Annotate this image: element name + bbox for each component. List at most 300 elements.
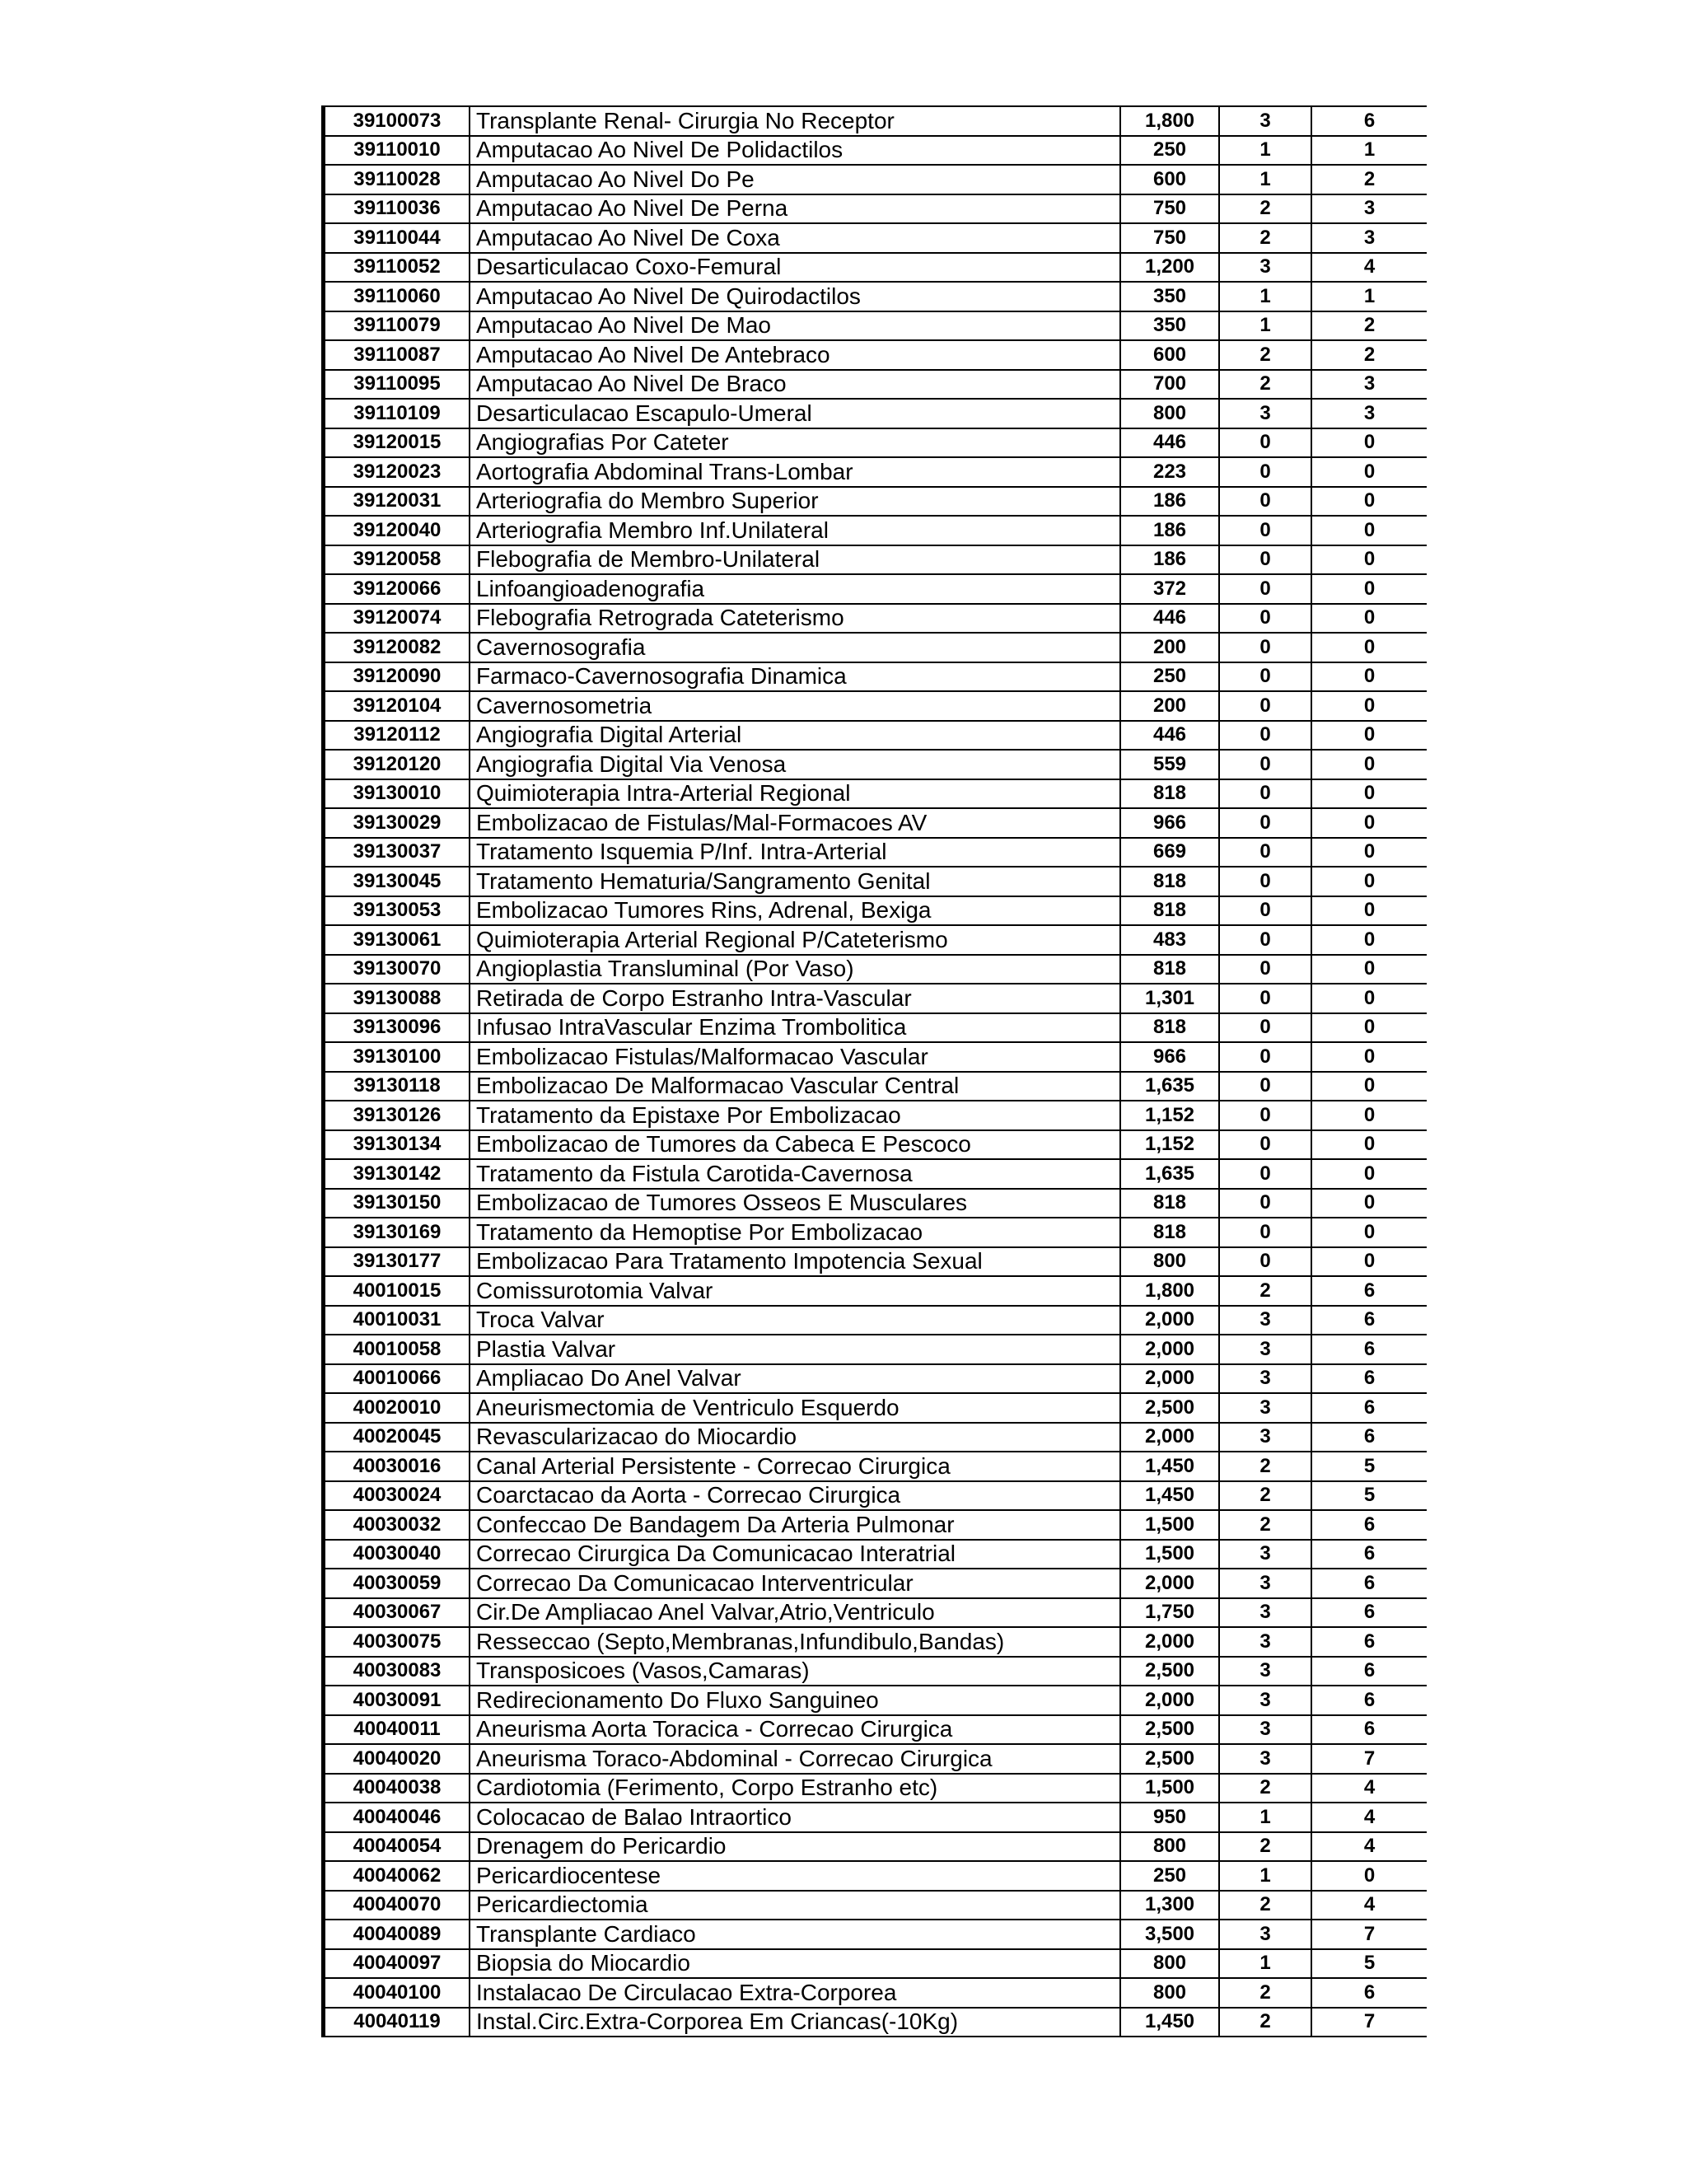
procedure-description: Aortografia Abdominal Trans-Lombar (470, 457, 1120, 487)
procedure-auxiliaries: 0 (1311, 984, 1427, 1013)
table-row (325, 574, 1427, 604)
procedure-code: 39120031 (325, 487, 470, 517)
procedure-description: Biopsia do Miocardio (470, 1949, 1120, 1979)
procedure-porte: 0 (1219, 428, 1311, 458)
procedure-description: Amputacao Ao Nivel De Polidactilos (470, 136, 1120, 166)
procedure-porte: 1 (1219, 165, 1311, 194)
procedure-porte: 0 (1219, 1101, 1311, 1130)
procedure-description: Quimioterapia Arterial Regional P/Cateterismo (470, 925, 1120, 955)
procedure-porte: 3 (1219, 1657, 1311, 1686)
procedure-value: 350 (1120, 282, 1219, 311)
table-row (325, 194, 1427, 224)
procedure-description: Arteriografia do Membro Superior (470, 487, 1120, 517)
procedure-value: 818 (1120, 1218, 1219, 1247)
procedure-porte: 2 (1219, 223, 1311, 253)
procedure-code: 40020010 (325, 1393, 470, 1423)
procedure-description: Pericardiectomia (470, 1891, 1120, 1920)
procedure-auxiliaries: 7 (1311, 2008, 1427, 2037)
procedure-auxiliaries: 6 (1311, 1627, 1427, 1657)
procedure-porte: 2 (1219, 1774, 1311, 1803)
procedure-description: Angiografias Por Cateter (470, 428, 1120, 458)
procedure-value: 2,000 (1120, 1569, 1219, 1598)
procedure-auxiliaries: 6 (1311, 1510, 1427, 1540)
table-row (325, 1627, 1427, 1657)
procedure-porte: 0 (1219, 984, 1311, 1013)
procedure-value: 2,500 (1120, 1744, 1219, 1774)
procedure-value: 818 (1120, 1013, 1219, 1043)
procedure-description: Flebografia de Membro-Unilateral (470, 545, 1120, 575)
procedure-description: Embolizacao Fistulas/Malformacao Vascular (470, 1042, 1120, 1072)
table-row (325, 2008, 1427, 2037)
procedure-auxiliaries: 0 (1311, 1042, 1427, 1072)
procedure-porte: 3 (1219, 1715, 1311, 1745)
procedure-auxiliaries: 6 (1311, 1569, 1427, 1598)
procedure-auxiliaries: 0 (1311, 574, 1427, 604)
procedure-auxiliaries: 3 (1311, 194, 1427, 224)
procedure-description: Angiografia Digital Via Venosa (470, 750, 1120, 779)
procedure-value: 600 (1120, 165, 1219, 194)
procedure-value: 800 (1120, 1247, 1219, 1277)
procedure-value: 800 (1120, 1832, 1219, 1862)
procedure-value: 966 (1120, 1042, 1219, 1072)
procedure-description: Transplante Cardiaco (470, 1920, 1120, 1949)
procedure-value: 200 (1120, 633, 1219, 662)
procedure-value: 700 (1120, 370, 1219, 400)
table-row (325, 721, 1427, 751)
procedure-value: 950 (1120, 1803, 1219, 1832)
table-row (325, 1042, 1427, 1072)
procedure-code: 39110036 (325, 194, 470, 224)
procedure-code: 40010031 (325, 1306, 470, 1335)
procedure-porte: 2 (1219, 1481, 1311, 1511)
procedure-porte: 0 (1219, 838, 1311, 868)
procedure-code: 39100073 (325, 106, 470, 136)
procedure-code: 39110087 (325, 340, 470, 370)
procedure-value: 1,152 (1120, 1101, 1219, 1130)
procedure-description: Flebografia Retrograda Cateterismo (470, 604, 1120, 634)
procedure-description: Tratamento da Epistaxe Por Embolizacao (470, 1101, 1120, 1130)
table-row (325, 1978, 1427, 2008)
procedure-porte: 3 (1219, 1627, 1311, 1657)
procedure-auxiliaries: 1 (1311, 136, 1427, 166)
procedure-porte: 3 (1219, 1920, 1311, 1949)
procedure-auxiliaries: 0 (1311, 1861, 1427, 1891)
procedure-value: 446 (1120, 428, 1219, 458)
table-row (325, 1686, 1427, 1715)
procedure-value: 200 (1120, 691, 1219, 721)
procedure-porte: 0 (1219, 1159, 1311, 1189)
procedure-auxiliaries: 6 (1311, 1978, 1427, 2008)
procedure-value: 1,500 (1120, 1774, 1219, 1803)
table-row (325, 1189, 1427, 1218)
procedure-porte: 2 (1219, 370, 1311, 400)
procedure-code: 39120082 (325, 633, 470, 662)
procedure-value: 818 (1120, 867, 1219, 896)
procedure-value: 1,800 (1120, 106, 1219, 136)
procedure-porte: 0 (1219, 955, 1311, 984)
table-row (325, 1247, 1427, 1277)
procedure-auxiliaries: 6 (1311, 1306, 1427, 1335)
table-row (325, 1744, 1427, 1774)
procedure-description: Colocacao de Balao Intraortico (470, 1803, 1120, 1832)
table-row (325, 457, 1427, 487)
procedure-auxiliaries: 0 (1311, 1189, 1427, 1218)
procedure-description: Cir.De Ampliacao Anel Valvar,Atrio,Ventriculo (470, 1598, 1120, 1628)
procedure-table (325, 105, 1427, 2037)
procedure-auxiliaries: 7 (1311, 1920, 1427, 1949)
procedure-porte: 3 (1219, 1364, 1311, 1394)
procedure-porte: 0 (1219, 574, 1311, 604)
table-row (325, 1481, 1427, 1511)
procedure-code: 40010058 (325, 1335, 470, 1364)
procedure-value: 1,635 (1120, 1159, 1219, 1189)
procedure-auxiliaries: 6 (1311, 1335, 1427, 1364)
table-row (325, 750, 1427, 779)
procedure-code: 39110109 (325, 399, 470, 428)
procedure-value: 3,500 (1120, 1920, 1219, 1949)
procedure-description: Instalacao De Circulacao Extra-Corporea (470, 1978, 1120, 2008)
procedure-value: 1,450 (1120, 2008, 1219, 2037)
table-row (325, 399, 1427, 428)
table-row (325, 428, 1427, 458)
procedure-value: 2,500 (1120, 1657, 1219, 1686)
procedure-table-container (321, 105, 1427, 2037)
procedure-porte: 0 (1219, 487, 1311, 517)
procedure-code: 40010015 (325, 1276, 470, 1306)
procedure-value: 2,000 (1120, 1686, 1219, 1715)
procedure-code: 39110044 (325, 223, 470, 253)
procedure-description: Instal.Circ.Extra-Corporea Em Criancas(-10Kg) (470, 2008, 1120, 2037)
procedure-porte: 0 (1219, 1247, 1311, 1277)
table-row (325, 1774, 1427, 1803)
procedure-code: 39130169 (325, 1218, 470, 1247)
procedure-description: Resseccao (Septo,Membranas,Infundibulo,Bandas) (470, 1627, 1120, 1657)
procedure-value: 250 (1120, 662, 1219, 692)
table-row (325, 1598, 1427, 1628)
procedure-auxiliaries: 0 (1311, 691, 1427, 721)
procedure-description: Aneurisma Aorta Toracica - Correcao Cirurgica (470, 1715, 1120, 1745)
procedure-description: Revascularizacao do Miocardio (470, 1423, 1120, 1452)
procedure-value: 1,152 (1120, 1130, 1219, 1160)
procedure-porte: 0 (1219, 1189, 1311, 1218)
procedure-table-body (325, 106, 1427, 2037)
procedure-description: Tratamento Hematuria/Sangramento Genital (470, 867, 1120, 896)
procedure-auxiliaries: 0 (1311, 896, 1427, 926)
procedure-auxiliaries: 0 (1311, 1218, 1427, 1247)
procedure-auxiliaries: 3 (1311, 399, 1427, 428)
table-row (325, 925, 1427, 955)
procedure-code: 39120112 (325, 721, 470, 751)
procedure-porte: 0 (1219, 1218, 1311, 1247)
table-row (325, 253, 1427, 283)
procedure-value: 669 (1120, 838, 1219, 868)
procedure-value: 2,000 (1120, 1423, 1219, 1452)
procedure-auxiliaries: 7 (1311, 1744, 1427, 1774)
procedure-description: Comissurotomia Valvar (470, 1276, 1120, 1306)
table-row (325, 955, 1427, 984)
procedure-code: 40040054 (325, 1832, 470, 1862)
procedure-porte: 3 (1219, 1306, 1311, 1335)
procedure-auxiliaries: 6 (1311, 1715, 1427, 1745)
procedure-auxiliaries: 0 (1311, 457, 1427, 487)
procedure-code: 39130150 (325, 1189, 470, 1218)
procedure-value: 1,800 (1120, 1276, 1219, 1306)
procedure-value: 2,000 (1120, 1627, 1219, 1657)
table-row (325, 1569, 1427, 1598)
procedure-value: 559 (1120, 750, 1219, 779)
procedure-code: 40040020 (325, 1744, 470, 1774)
table-row (325, 633, 1427, 662)
table-row (325, 1832, 1427, 1862)
procedure-description: Aneurismectomia de Ventriculo Esquerdo (470, 1393, 1120, 1423)
table-row (325, 1891, 1427, 1920)
procedure-code: 40030083 (325, 1657, 470, 1686)
procedure-porte: 0 (1219, 516, 1311, 545)
procedure-porte: 3 (1219, 1569, 1311, 1598)
table-row (325, 1949, 1427, 1979)
procedure-porte: 1 (1219, 282, 1311, 311)
procedure-value: 446 (1120, 604, 1219, 634)
procedure-auxiliaries: 4 (1311, 253, 1427, 283)
table-row (325, 1920, 1427, 1949)
procedure-description: Correcao Cirurgica Da Comunicacao Interatrial (470, 1540, 1120, 1569)
procedure-auxiliaries: 0 (1311, 808, 1427, 838)
procedure-auxiliaries: 0 (1311, 1013, 1427, 1043)
procedure-code: 40030091 (325, 1686, 470, 1715)
procedure-code: 40040011 (325, 1715, 470, 1745)
procedure-value: 372 (1120, 574, 1219, 604)
procedure-auxiliaries: 6 (1311, 106, 1427, 136)
procedure-description: Embolizacao de Tumores da Cabeca E Pescoco (470, 1130, 1120, 1160)
table-row (325, 1159, 1427, 1189)
table-row (325, 662, 1427, 692)
procedure-porte: 0 (1219, 1072, 1311, 1101)
procedure-auxiliaries: 3 (1311, 223, 1427, 253)
procedure-code: 39120074 (325, 604, 470, 634)
procedure-description: Angioplastia Transluminal (Por Vaso) (470, 955, 1120, 984)
procedure-code: 40040089 (325, 1920, 470, 1949)
procedure-porte: 0 (1219, 1130, 1311, 1160)
procedure-porte: 0 (1219, 662, 1311, 692)
procedure-code: 40030075 (325, 1627, 470, 1657)
procedure-auxiliaries: 4 (1311, 1803, 1427, 1832)
table-row (325, 1540, 1427, 1569)
procedure-code: 39110010 (325, 136, 470, 166)
procedure-auxiliaries: 6 (1311, 1686, 1427, 1715)
procedure-porte: 0 (1219, 750, 1311, 779)
table-row (325, 779, 1427, 809)
table-row (325, 867, 1427, 896)
table-row (325, 1393, 1427, 1423)
procedure-code: 39120090 (325, 662, 470, 692)
table-row (325, 487, 1427, 517)
procedure-code: 39130177 (325, 1247, 470, 1277)
procedure-value: 800 (1120, 1949, 1219, 1979)
procedure-auxiliaries: 0 (1311, 428, 1427, 458)
procedure-auxiliaries: 1 (1311, 282, 1427, 311)
procedure-auxiliaries: 0 (1311, 867, 1427, 896)
procedure-description: Desarticulacao Coxo-Femural (470, 253, 1120, 283)
procedure-description: Transplante Renal- Cirurgia No Receptor (470, 106, 1120, 136)
procedure-code: 39110079 (325, 311, 470, 341)
procedure-description: Amputacao Ao Nivel De Braco (470, 370, 1120, 400)
procedure-code: 40040070 (325, 1891, 470, 1920)
procedure-auxiliaries: 6 (1311, 1598, 1427, 1628)
procedure-porte: 2 (1219, 1832, 1311, 1862)
procedure-description: Ampliacao Do Anel Valvar (470, 1364, 1120, 1394)
procedure-porte: 0 (1219, 779, 1311, 809)
procedure-code: 39120040 (325, 516, 470, 545)
procedure-description: Farmaco-Cavernosografia Dinamica (470, 662, 1120, 692)
procedure-porte: 2 (1219, 2008, 1311, 2037)
procedure-value: 186 (1120, 516, 1219, 545)
procedure-value: 2,000 (1120, 1364, 1219, 1394)
procedure-porte: 2 (1219, 1276, 1311, 1306)
procedure-value: 2,500 (1120, 1715, 1219, 1745)
procedure-description: Embolizacao De Malformacao Vascular Central (470, 1072, 1120, 1101)
procedure-code: 39130100 (325, 1042, 470, 1072)
procedure-code: 39130070 (325, 955, 470, 984)
procedure-porte: 2 (1219, 1978, 1311, 2008)
procedure-value: 1,500 (1120, 1540, 1219, 1569)
procedure-code: 40030067 (325, 1598, 470, 1628)
procedure-auxiliaries: 0 (1311, 516, 1427, 545)
table-row (325, 1072, 1427, 1101)
procedure-porte: 2 (1219, 194, 1311, 224)
procedure-auxiliaries: 0 (1311, 1101, 1427, 1130)
procedure-value: 1,450 (1120, 1452, 1219, 1481)
procedure-value: 1,300 (1120, 1891, 1219, 1920)
procedure-auxiliaries: 5 (1311, 1452, 1427, 1481)
procedure-code: 40040119 (325, 2008, 470, 2037)
procedure-code: 40030032 (325, 1510, 470, 1540)
procedure-auxiliaries: 0 (1311, 750, 1427, 779)
procedure-auxiliaries: 5 (1311, 1949, 1427, 1979)
table-row (325, 1510, 1427, 1540)
procedure-porte: 0 (1219, 867, 1311, 896)
procedure-auxiliaries: 2 (1311, 165, 1427, 194)
table-row (325, 984, 1427, 1013)
procedure-value: 818 (1120, 779, 1219, 809)
procedure-auxiliaries: 0 (1311, 1159, 1427, 1189)
procedure-porte: 0 (1219, 721, 1311, 751)
procedure-description: Embolizacao Para Tratamento Impotencia Sexual (470, 1247, 1120, 1277)
procedure-porte: 0 (1219, 457, 1311, 487)
table-row (325, 1364, 1427, 1394)
table-row (325, 1657, 1427, 1686)
procedure-description: Embolizacao Tumores Rins, Adrenal, Bexiga (470, 896, 1120, 926)
procedure-value: 186 (1120, 545, 1219, 575)
procedure-code: 39110095 (325, 370, 470, 400)
procedure-description: Embolizacao de Tumores Osseos E Musculares (470, 1189, 1120, 1218)
procedure-description: Confeccao De Bandagem Da Arteria Pulmonar (470, 1510, 1120, 1540)
procedure-code: 39130010 (325, 779, 470, 809)
procedure-description: Amputacao Ao Nivel Do Pe (470, 165, 1120, 194)
procedure-code: 39120120 (325, 750, 470, 779)
procedure-code: 39130118 (325, 1072, 470, 1101)
procedure-value: 186 (1120, 487, 1219, 517)
table-row (325, 1861, 1427, 1891)
procedure-code: 39130029 (325, 808, 470, 838)
procedure-value: 818 (1120, 1189, 1219, 1218)
procedure-value: 600 (1120, 340, 1219, 370)
procedure-porte: 0 (1219, 604, 1311, 634)
procedure-code: 39120023 (325, 457, 470, 487)
procedure-code: 40030024 (325, 1481, 470, 1511)
procedure-auxiliaries: 0 (1311, 721, 1427, 751)
procedure-porte: 0 (1219, 691, 1311, 721)
procedure-code: 40040038 (325, 1774, 470, 1803)
procedure-code: 39110028 (325, 165, 470, 194)
procedure-description: Transposicoes (Vasos,Camaras) (470, 1657, 1120, 1686)
table-row (325, 545, 1427, 575)
procedure-value: 1,635 (1120, 1072, 1219, 1101)
procedure-auxiliaries: 0 (1311, 1130, 1427, 1160)
procedure-value: 966 (1120, 808, 1219, 838)
procedure-description: Amputacao Ao Nivel De Coxa (470, 223, 1120, 253)
procedure-auxiliaries: 0 (1311, 633, 1427, 662)
table-row (325, 165, 1427, 194)
procedure-value: 350 (1120, 311, 1219, 341)
table-row (325, 1101, 1427, 1130)
table-row (325, 1306, 1427, 1335)
procedure-description: Cardiotomia (Ferimento, Corpo Estranho etc) (470, 1774, 1120, 1803)
procedure-description: Linfoangioadenografia (470, 574, 1120, 604)
procedure-description: Correcao Da Comunicacao Interventricular (470, 1569, 1120, 1598)
procedure-auxiliaries: 0 (1311, 487, 1427, 517)
procedure-auxiliaries: 4 (1311, 1832, 1427, 1862)
procedure-porte: 0 (1219, 808, 1311, 838)
table-row (325, 1452, 1427, 1481)
procedure-description: Plastia Valvar (470, 1335, 1120, 1364)
procedure-auxiliaries: 0 (1311, 925, 1427, 955)
procedure-description: Infusao IntraVascular Enzima Trombolitica (470, 1013, 1120, 1043)
procedure-porte: 3 (1219, 399, 1311, 428)
procedure-code: 40040097 (325, 1949, 470, 1979)
procedure-code: 39130142 (325, 1159, 470, 1189)
procedure-auxiliaries: 2 (1311, 311, 1427, 341)
table-row (325, 223, 1427, 253)
procedure-code: 39130134 (325, 1130, 470, 1160)
procedure-code: 39120015 (325, 428, 470, 458)
procedure-code: 39110060 (325, 282, 470, 311)
procedure-porte: 3 (1219, 1744, 1311, 1774)
table-row (325, 691, 1427, 721)
table-row (325, 282, 1427, 311)
procedure-auxiliaries: 6 (1311, 1364, 1427, 1394)
procedure-description: Desarticulacao Escapulo-Umeral (470, 399, 1120, 428)
procedure-code: 39120104 (325, 691, 470, 721)
procedure-value: 1,450 (1120, 1481, 1219, 1511)
procedure-description: Tratamento Isquemia P/Inf. Intra-Arterial (470, 838, 1120, 868)
procedure-porte: 1 (1219, 1861, 1311, 1891)
procedure-code: 40040046 (325, 1803, 470, 1832)
procedure-description: Tratamento da Fistula Carotida-Cavernosa (470, 1159, 1120, 1189)
procedure-description: Aneurisma Toraco-Abdominal - Correcao Cirurgica (470, 1744, 1120, 1774)
procedure-auxiliaries: 0 (1311, 779, 1427, 809)
procedure-description: Angiografia Digital Arterial (470, 721, 1120, 751)
procedure-porte: 0 (1219, 545, 1311, 575)
procedure-porte: 2 (1219, 1510, 1311, 1540)
procedure-description: Tratamento da Hemoptise Por Embolizacao (470, 1218, 1120, 1247)
procedure-description: Canal Arterial Persistente - Correcao Cirurgica (470, 1452, 1120, 1481)
procedure-auxiliaries: 6 (1311, 1423, 1427, 1452)
procedure-code: 40040062 (325, 1861, 470, 1891)
procedure-auxiliaries: 4 (1311, 1891, 1427, 1920)
procedure-code: 39130088 (325, 984, 470, 1013)
procedure-code: 39130061 (325, 925, 470, 955)
procedure-code: 39120058 (325, 545, 470, 575)
